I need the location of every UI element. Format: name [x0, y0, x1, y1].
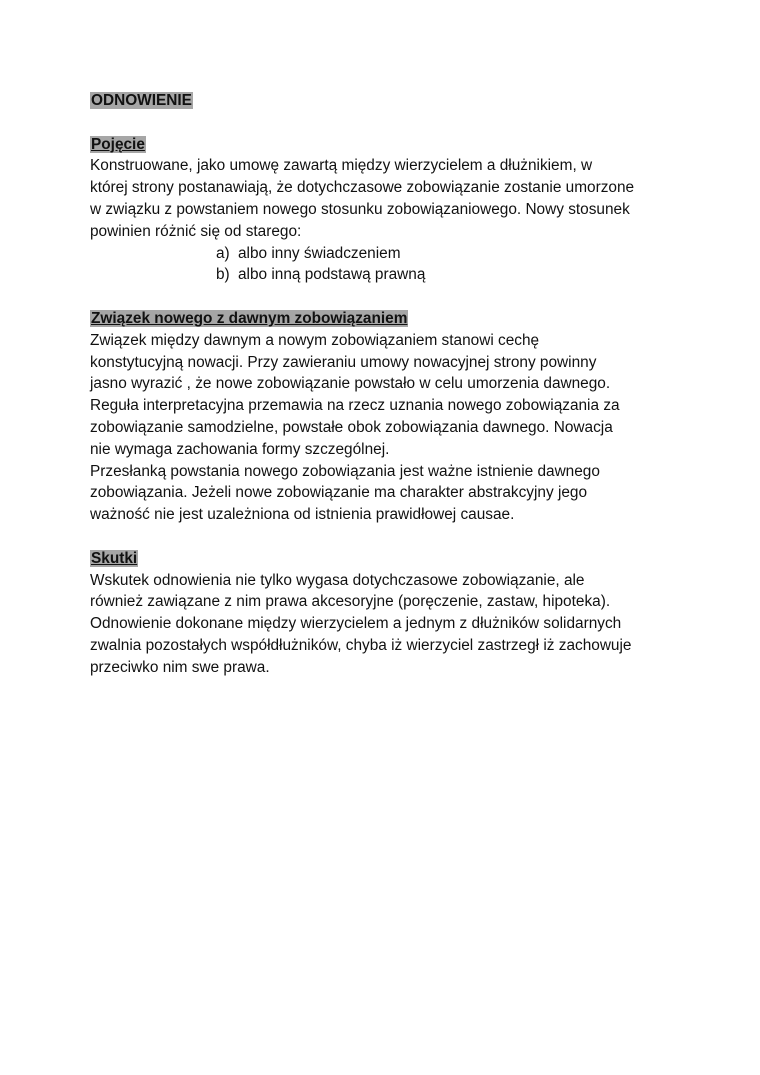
paragraph-line: której strony postanawiają, że dotychczasowe zobowiązanie zostanie umorzone	[90, 179, 635, 197]
list-item	[90, 264, 670, 286]
list-marker: a)	[216, 244, 230, 262]
paragraph-line: zobowiązanie samodzielne, powstałe obok zobowiązania dawnego. Nowacja	[90, 418, 613, 436]
paragraph-line: również zawiązane z nim prawa akcesoryjne (poręczenie, zastaw, hipoteka).	[90, 593, 611, 611]
section-heading-pojecie: Pojęcie	[91, 135, 145, 153]
paragraph-line: powinien różnić się od starego:	[90, 222, 302, 240]
paragraph-line: konstytucyjną nowacji. Przy zawieraniu umowy nowacyjnej strony powinny	[90, 353, 597, 371]
paragraph-line: w związku z powstaniem nowego stosunku zobowiązaniowego. Nowy stosunek	[90, 200, 630, 218]
paragraph-line: Odnowienie dokonane między wierzycielem a jednym z dłużników solidarnych	[90, 615, 622, 633]
list-item	[90, 243, 670, 265]
section-heading-line	[90, 548, 670, 570]
title-line	[90, 90, 670, 112]
section-heading-zwiazek: Związek nowego z dawnym zobowiązaniem	[91, 309, 408, 327]
document-body	[90, 90, 670, 679]
paragraph-line: nie wymaga zachowania formy szczególnej.	[90, 440, 390, 458]
paragraph-line: Konstruowane, jako umowę zawartą między wierzycielem a dłużnikiem, w	[90, 157, 593, 175]
document-title: ODNOWIENIE	[91, 92, 192, 109]
list-marker: b)	[216, 266, 230, 284]
paragraph-line: Reguła interpretacyjna przemawia na rzecz uznania nowego zobowiązania za	[90, 397, 620, 415]
list-item-text: albo inną podstawą prawną	[238, 266, 426, 284]
paragraph-line: Przesłanką powstania nowego zobowiązania jest ważne istnienie dawnego	[90, 462, 600, 480]
paragraph-line: przeciwko nim swe prawa.	[90, 658, 270, 676]
paragraph-line: zobowiązania. Jeżeli nowe zobowiązanie ma charakter abstrakcyjny jego	[90, 484, 588, 502]
paragraph-line: zwalnia pozostałych współdłużników, chyba iż wierzyciel zastrzegł iż zachowuje	[90, 636, 632, 654]
paragraph-line: jasno wyrazić , że nowe zobowiązanie powstało w celu umorzenia dawnego.	[90, 375, 611, 393]
list-item-text: albo inny świadczeniem	[238, 244, 401, 262]
paragraph-line: Wskutek odnowienia nie tylko wygasa dotychczasowe zobowiązanie, ale	[90, 571, 585, 589]
spacer	[90, 526, 670, 548]
section-heading-line	[90, 134, 670, 156]
section-heading-skutki: Skutki	[91, 549, 138, 567]
spacer	[90, 112, 670, 134]
paragraph-line: ważność nie jest uzależniona od istnienia prawidłowej causae.	[90, 506, 515, 524]
paragraph-line: Związek między dawnym a nowym zobowiązaniem stanowi cechę	[90, 331, 540, 349]
section-heading-line	[90, 308, 670, 330]
spacer	[90, 286, 670, 308]
